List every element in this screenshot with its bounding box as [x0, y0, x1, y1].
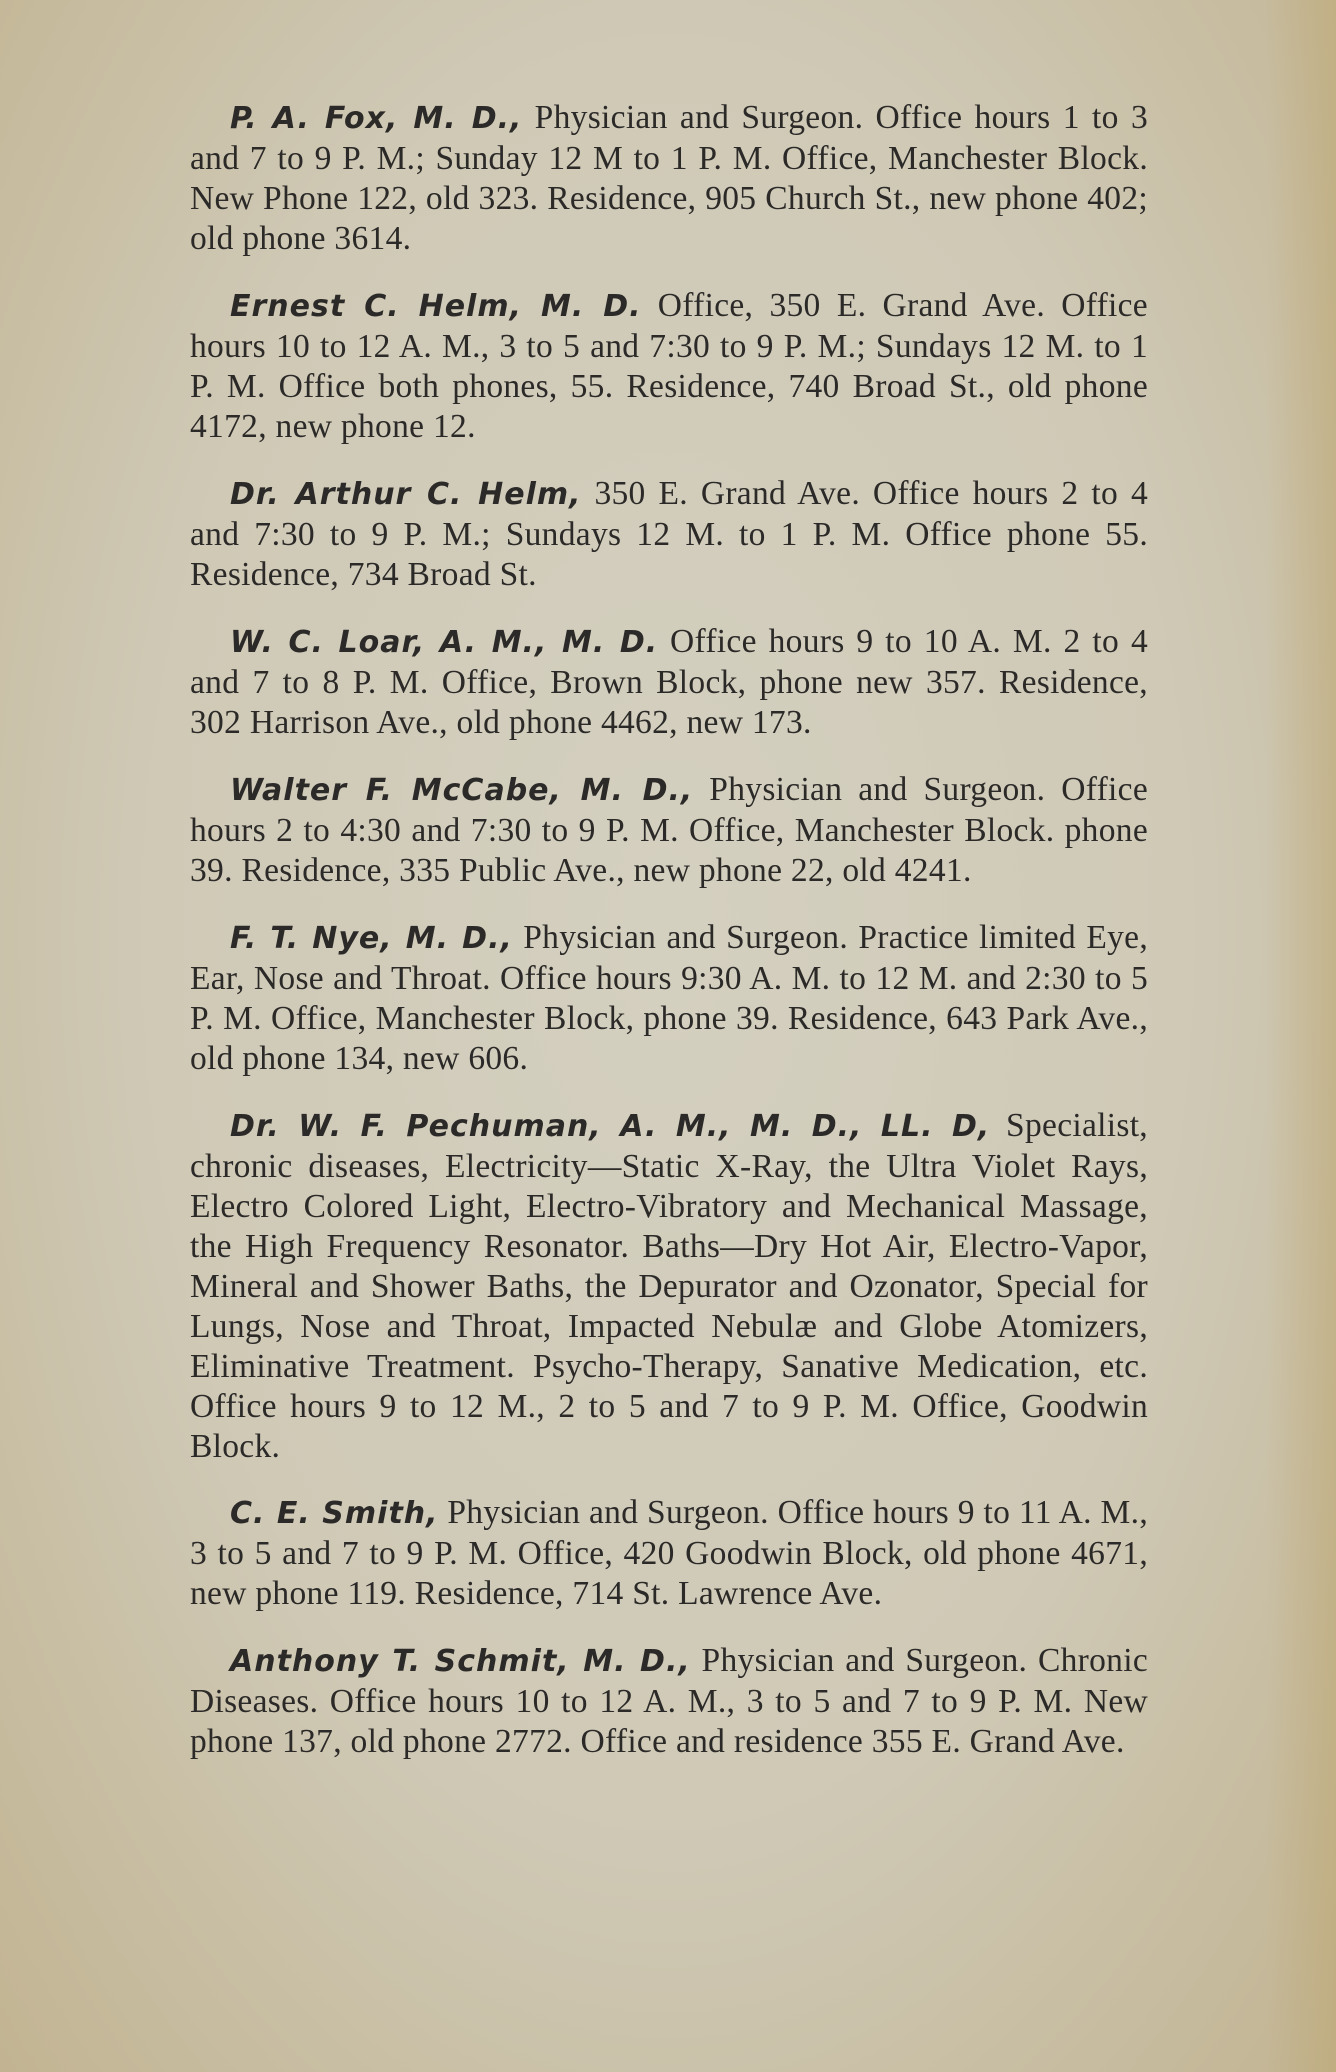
entry-text: Physician and Surgeon. Office hours 1 to 3 and 7 to 9 P. M.; Sunday 12 M to 1 P. M. Office, Manchester Block. New Phone 122, old 323. Residence, 905 Church St., new phone 402; old phone 3614.	[190, 99, 1148, 257]
entry-name: Anthony T. Schmit, M. D.,	[230, 1644, 691, 1679]
entry-name: W. C. Loar, A. M., M. D.	[230, 625, 659, 660]
entry-name: Dr. Arthur C. Helm,	[230, 477, 582, 512]
entry-ernest-helm	[190, 286, 1148, 447]
entry-text: Office, 350 E. Grand Ave. Office hours 10 to 12 A. M., 3 to 5 and 7:30 to 9 P. M.; Sundays 12 M. to 1 P. M. Office both phones, 55. Residence, 740 Broad St., old phone 4172, new phone 12.	[190, 287, 1148, 445]
entry-text: Physician and Surgeon. Chronic Diseases. Office hours 10 to 12 A. M., 3 to 5 and 7 to 9 P. M. New phone 137, old phone 2772. Office and residence 355 E. Grand Ave.	[190, 1642, 1148, 1760]
entry-name: Walter F. McCabe, M. D.,	[230, 773, 694, 808]
entry-name: C. E. Smith,	[230, 1496, 439, 1531]
entry-schmit	[190, 1641, 1148, 1762]
entry-loar	[190, 622, 1148, 743]
entry-text: Physician and Surgeon. Practice limited Eye, Ear, Nose and Throat. Office hours 9:30 A. M. to 12 M. and 2:30 to 5 P. M. Office, Manchester Block, phone 39. Residence, 643 Park Ave., old phone 134, new 606.	[190, 919, 1148, 1077]
entry-text: Office hours 9 to 10 A. M. 2 to 4 and 7 to 8 P. M. Office, Brown Block, phone new 357. Residence, 302 Harrison Ave., old phone 4462, new 173.	[190, 623, 1148, 741]
entry-text: Specialist, chronic diseases, Electricity—Static X-Ray, the Ultra Violet Rays, Electro Colored Light, Electro-Vibratory and Mechanical Massage, the High Frequency Resonator. Baths—Dry Hot Air, Electro-Vapor, Mineral and Shower Baths, the Depurator and Ozonator, Special for Lungs, Nose and Throat, Impacted Nebulæ and Globe Atomizers, Eliminative Treatment. Psycho-Therapy, Sanative Medication, etc. Office hours 9 to 12 M., 2 to 5 and 7 to 9 P. M. Office, Goodwin Block.	[190, 1107, 1148, 1465]
entry-arthur-helm	[190, 474, 1148, 595]
entry-fox	[190, 98, 1148, 259]
physician-directory	[190, 98, 1148, 1789]
entry-text: 350 E. Grand Ave. Office hours 2 to 4 and 7:30 to 9 P. M.; Sundays 12 M. to 1 P. M. Office phone 55. Residence, 734 Broad St.	[190, 475, 1148, 593]
entry-name: Ernest C. Helm, M. D.	[230, 289, 642, 324]
entry-text: Physician and Surgeon. Office hours 9 to 11 A. M., 3 to 5 and 7 to 9 P. M. Office, 420 Goodwin Block, old phone 4671, new phone 119. Residence, 714 St. Lawrence Ave.	[190, 1494, 1148, 1612]
entry-name: F. T. Nye, M. D.,	[230, 921, 513, 956]
entry-name: P. A. Fox, M. D.,	[230, 101, 523, 136]
entry-smith	[190, 1493, 1148, 1614]
entry-name: Dr. W. F. Pechuman, A. M., M. D., LL. D,	[230, 1109, 991, 1144]
entry-nye	[190, 918, 1148, 1079]
entry-pechuman	[190, 1106, 1148, 1467]
paper-edge-shading	[1266, 0, 1336, 2072]
entry-mccabe	[190, 770, 1148, 891]
entry-text: Physician and Surgeon. Office hours 2 to 4:30 and 7:30 to 9 P. M. Office, Manchester Block. phone 39. Residence, 335 Public Ave., new phone 22, old 4241.	[190, 771, 1148, 889]
